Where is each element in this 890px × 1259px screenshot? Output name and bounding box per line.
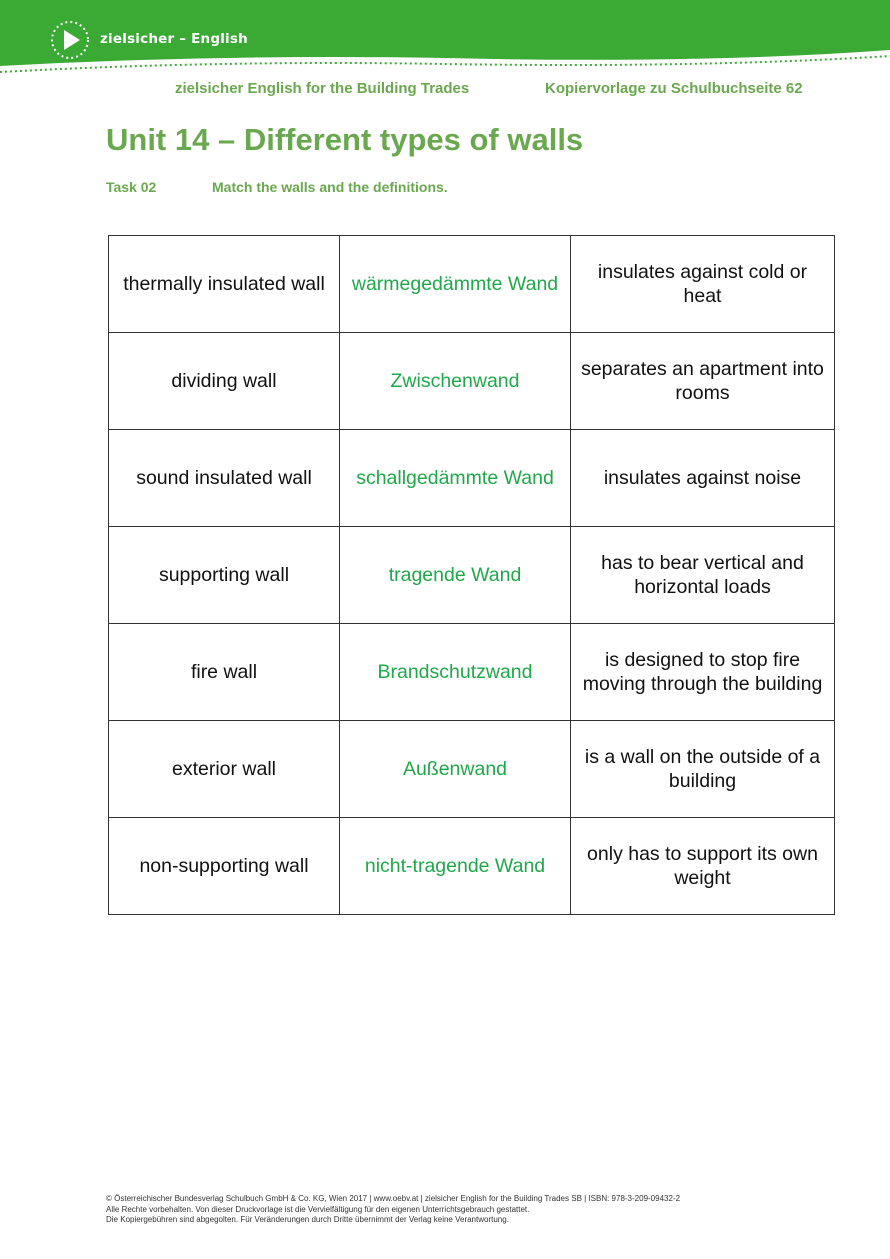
copyright-footer [106,1194,680,1226]
table-row [109,430,835,527]
task-label: Task 02 [106,179,157,195]
footer-line: © Österreichischer Bundesverlag Schulbuch GmbH & Co. KG, Wien 2017 | www.oebv.at | zielsicher English for the Building Trades SB | ISBN: 978-3-209-09432-2 [106,1194,681,1203]
table-row [109,333,835,430]
term-cell: dividing wall [109,333,340,430]
term-cell: non-supporting wall [109,818,340,915]
term-cell: supporting wall [109,527,340,624]
definition-cell: separates an apartment into rooms [571,333,835,430]
term-cell: fire wall [109,624,340,721]
definition-cell: only has to support its own weight [571,818,835,915]
definition-cell: insulates against noise [571,430,835,527]
term-cell: exterior wall [109,721,340,818]
definition-cell: has to bear vertical and horizontal loads [571,527,835,624]
german-cell: Brandschutzwand [340,624,571,721]
table-row [109,721,835,818]
brand-name: zielsicher – English [100,31,248,47]
footer-line: Die Kopiergebühren sind abgegolten. Für Veränderungen durch Dritte übernimmt der Verlag keine Verantwortung. [106,1215,509,1224]
german-cell: nicht-tragende Wand [340,818,571,915]
german-cell: Außenwand [340,721,571,818]
table-row [109,236,835,333]
table-row [109,624,835,721]
table-row [109,527,835,624]
table-row [109,818,835,915]
german-cell: tragende Wand [340,527,571,624]
book-title: zielsicher English for the Building Trades [175,80,470,97]
german-cell: Zwischenwand [340,333,571,430]
task-instruction: Match the walls and the definitions. [212,179,448,195]
definition-cell: is designed to stop fire moving through the building [571,624,835,721]
german-cell: schallgedämmte Wand [340,430,571,527]
definition-cell: is a wall on the outside of a building [571,721,835,818]
term-cell: sound insulated wall [109,430,340,527]
footer-line: Alle Rechte vorbehalten. Von dieser Druckvorlage ist die Vervielfältigung für den eigenen Unterrichtsgebrauch gestattet. [106,1204,530,1214]
definition-cell: insulates against cold or heat [571,236,835,333]
page-title: Unit 14 – Different types of walls [106,122,584,157]
page-reference: Kopiervorlage zu Schulbuchseite 62 [545,80,803,97]
german-cell: wärmegedämmte Wand [340,236,571,333]
walls-table [108,235,835,915]
term-cell: thermally insulated wall [109,236,340,333]
